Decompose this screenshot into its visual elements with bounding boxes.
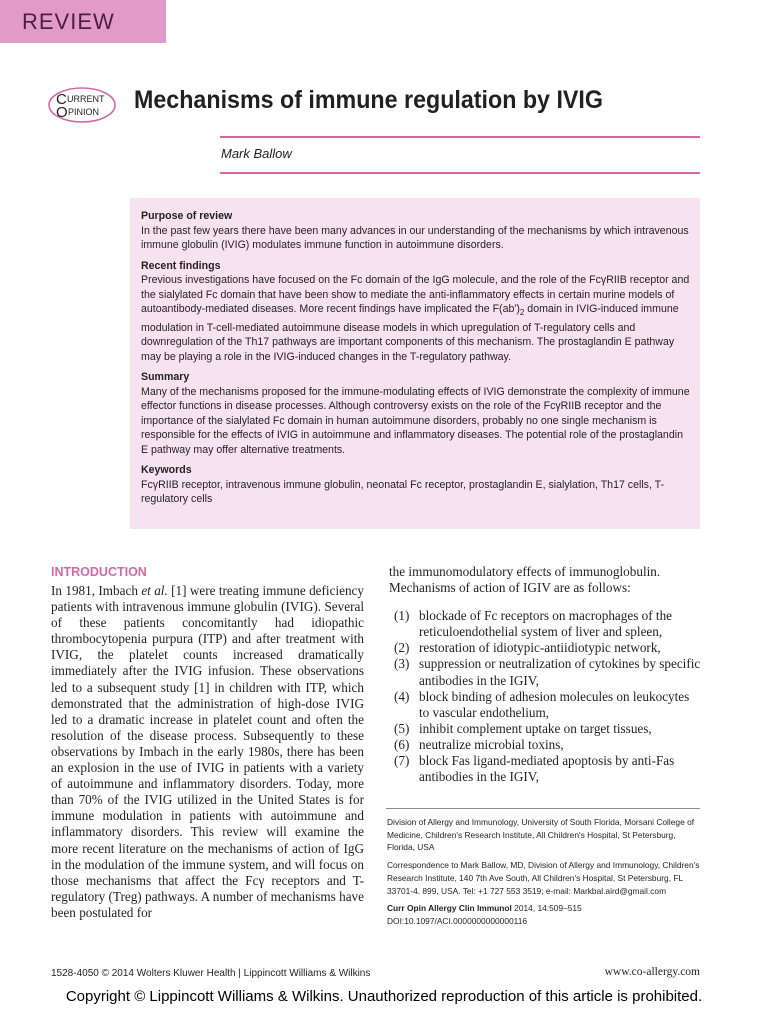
- citation-text: Curr Opin Allergy Clin Immunol 2014, 14:509–515: [387, 903, 582, 914]
- summary-text: Many of the mechanisms proposed for the immune-modulating effects of IVIG demonstrate the complexity of immune effector functions in disease processes. Although controversy exists on the role of the FcγRIIB receptor and the importance of the sialylated Fc domain in human autoimmune disorders, probably no one single mechanism is responsible for the effects of IVIG in autoimmune and inflammatory diseases. The potential role of the prostaglandin E pathway may offer alternative treatments.: [141, 385, 690, 456]
- list-item: (2) restoration of idiotypic-antiidiotypic network,: [394, 640, 661, 656]
- list-item: (5) inhibit complement uptake on target tissues,: [394, 720, 652, 736]
- logo-line1: URRENT: [67, 94, 105, 104]
- list-item: (4) block binding of adhesion molecules on leukocytes to vascular endothelium,: [394, 688, 690, 720]
- author-name: Mark Ballow: [221, 146, 292, 161]
- list-item: (6) neutralize microbial toxins,: [394, 736, 564, 752]
- list-item: (3) suppression or neutralization of cytokines by specific antibodies in the IGIV,: [394, 656, 701, 688]
- introduction-text: In 1981, Imbach et al. [1] were treating immune deficiency patients with intravenous immune globulin (IVIG). Several of these patients concomitantly had idiopathic thrombocytopenia purpura (ITP) and after treatment with IVIG, the platelet counts increased dramatically immediately after the IVIG infusion. These observations led to a subsequent study [1] in children with ITP, which demonstrated that the administration of high-dose IVIG led to a dramatic increase in platelet count and often the resolution of the disease process. Subsequently to these observations by Imbach in the early 1980s, there has been an explosion in the use of IVIG in patients with a variety of autoimmune and inflammatory disorders. Today, more than 70% of the IVIG utilized in the United States is for immune modulation in patients with autoimmune and inflammatory disorders. This review will examine the more recent literature on the mechanisms of action of IgG in the modulation of the immune system, and will focus on those mechanisms that affect the Fcγ receptors and T-regulatory (Treg) pathways. A number of mechanisms have been postulated for: [51, 583, 365, 920]
- logo-initial-c: C: [56, 91, 67, 108]
- footer-website-link[interactable]: www.co-allergy.com: [604, 966, 700, 978]
- mechanisms-intro: the immunomodulatory effects of immunoglobulin. Mechanisms of action of IGIV are as follows:: [389, 564, 661, 596]
- purpose-text: In the past few years there have been many advances in our understanding of the mechanisms by which intravenous immune globulin (IVIG) modulates immune function in autoimmune disorders.: [141, 224, 689, 251]
- doi-text: DOI:10.1097/ACI.0000000000000116: [387, 915, 528, 926]
- affiliation-block: [387, 816, 700, 933]
- affiliation-rule: [386, 808, 700, 809]
- correspondence-text: Correspondence to Mark Ballow, MD, Division of Allergy and Immunology, Children's Research Institute, 140 7th Ave South, All Children's Hospital, St Petersburg, FL 33701-4. 899, USA. Tel: +1 727 553 3519; e-mail: Markbal.aird@gmail.com: [387, 860, 700, 896]
- introduction-heading: INTRODUCTION: [51, 565, 147, 579]
- left-column: [51, 564, 364, 921]
- article-title: Mechanisms of immune regulation by IVIG: [134, 86, 603, 114]
- findings-text: Previous investigations have focused on the Fc domain of the IgG molecule, and the role of the FcγRIIB receptor and the sialylated Fc domain that have been show to mediate the anti-inflammatory effects in certain murine models of autoantibody-mediated diseases. More recent findings have implicated the $F(ab')_2$ domain in IVIG-induced immune modulation in T-cell-mediated autoimmune disease models in which upregulation of T-regulatory cells and downregulation of the Th17 pathways are important components of this mechanism. The prostaglandin E pathway may be playing a role in the IVIG-induced changes in the T-regulatory pathway.: [141, 274, 690, 363]
- logo-initial-o: O: [56, 104, 68, 121]
- abstract-box: [130, 198, 700, 529]
- footer-issn: 1528-4050 © 2014 Wolters Kluwer Health | Lippincott Williams & Wilkins: [51, 968, 371, 979]
- copyright-notice: Copyright © Lippincott Williams & Wilkins. Unauthorized reproduction of this article is prohibited.: [65, 988, 703, 1005]
- title-rule: [220, 136, 700, 138]
- list-item: (7) block Fas ligand-mediated apoptosis by anti-Fas antibodies in the IGIV,: [394, 753, 675, 785]
- logo-line2: PINION: [68, 107, 100, 117]
- division-text: Division of Allergy and Immunology, University of South Florida, Morsani College of Medicine, Children's Research Institute, All Children's Hospital, St Petersburg, Florida, USA: [387, 817, 695, 853]
- summary-heading: Summary: [141, 371, 190, 384]
- mechanisms-list: [389, 608, 701, 785]
- findings-heading: Recent findings: [141, 259, 221, 272]
- list-item: (1) blockade of Fc receptors on macrophages of the reticuloendothelial system of liver and spleen,: [394, 608, 673, 640]
- current-opinion-logo: [47, 86, 117, 124]
- keywords-heading: Keywords: [141, 464, 192, 477]
- right-column: [389, 564, 701, 785]
- keywords-text: FcγRIIB receptor, intravenous immune globulin, neonatal Fc receptor, prostaglandin E, sialylation, Th17 cells, T-regulatory cells: [141, 478, 665, 506]
- author-rule: [220, 172, 700, 174]
- section-tab: REVIEW: [0, 0, 166, 43]
- purpose-heading: Purpose of review: [141, 210, 233, 222]
